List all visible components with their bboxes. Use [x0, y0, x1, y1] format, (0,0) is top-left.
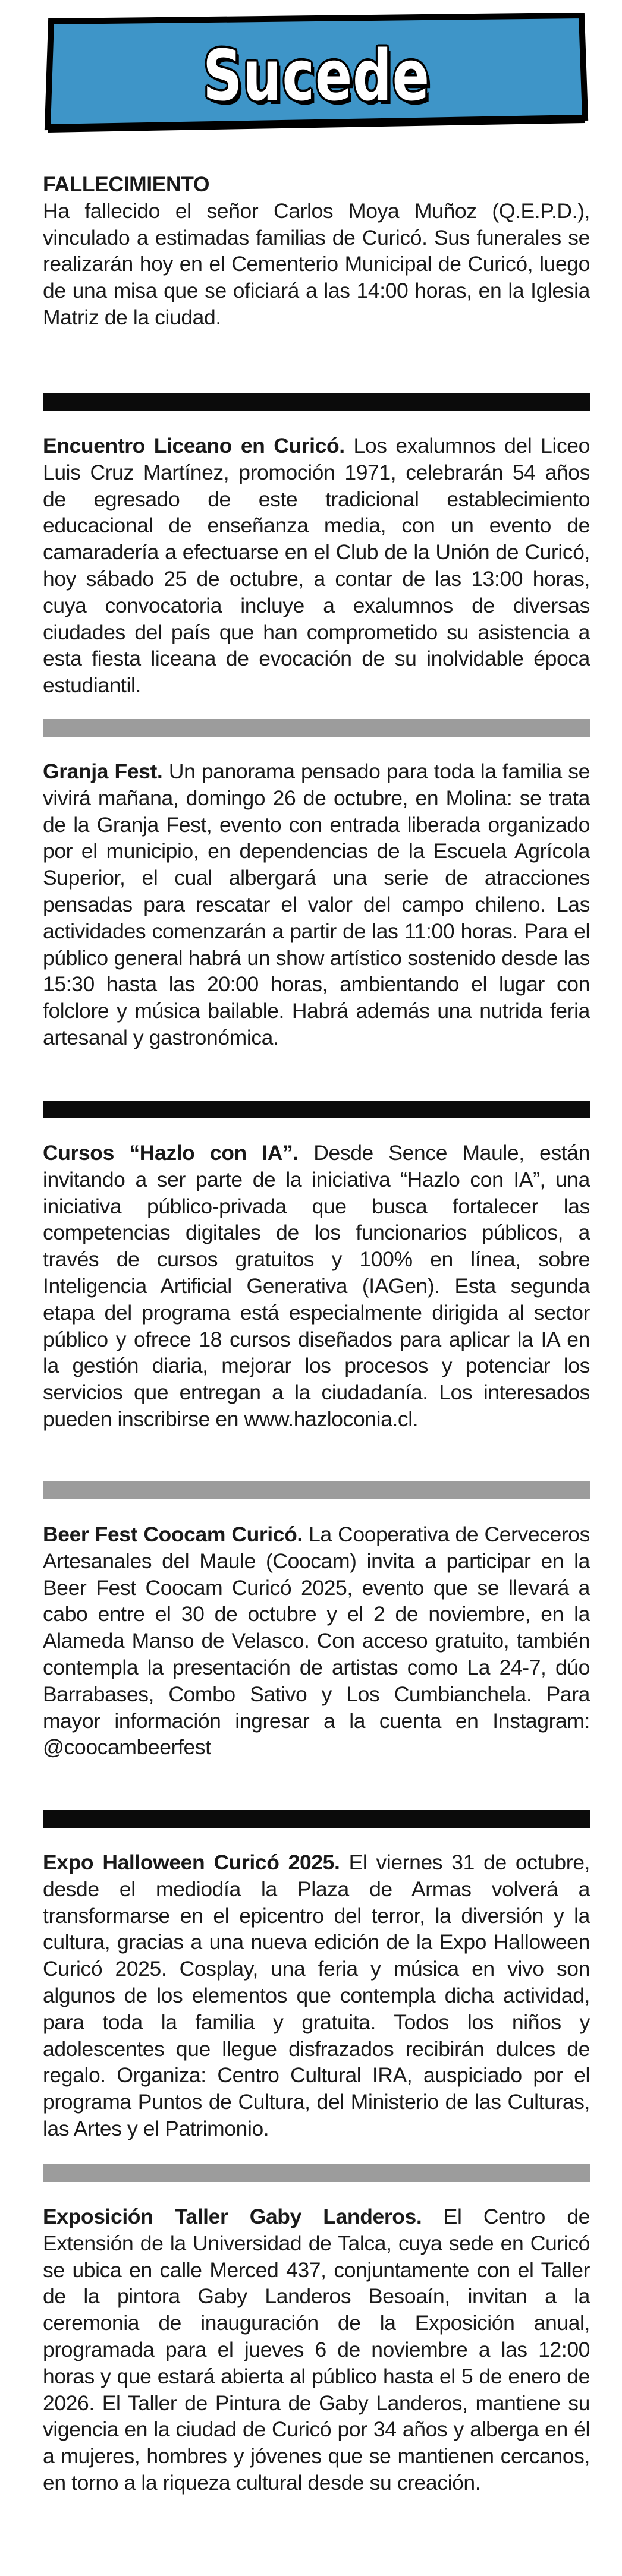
article-headline: FALLECIMIENTO [43, 172, 210, 196]
section-divider [43, 719, 590, 737]
article-body: Los exalumnos del Liceo Luis Cruz Martínez, promoción 1971, celebrarán 54 años de egresado de este tradicional establecimiento educacional de enseñanza media, con un evento de camaradería a efectuarse en el Club de la Unión de Curicó, hoy sábado 25 de octubre, a contar de las 13:00 horas, cuya convocatoria incluye a exalumnos de diversas ciudades del país que han comprometido su asistencia a esta fiesta liceana de evocación de su inolvidable época estudiantil. [43, 434, 590, 698]
article-headline: Encuentro Liceano en Curicó. [43, 434, 345, 458]
article-hazlo-con-ia [43, 1140, 590, 1433]
section-divider [43, 2164, 590, 2182]
section-divider [43, 1810, 590, 1828]
article-headline: Cursos “Hazlo con IA”. [43, 1141, 299, 1165]
section-title: Sucede [203, 34, 430, 116]
article-body: La Cooperativa de Cerveceros Artesanales del Maule (Coocam) invita a participar en la Beer Fest Coocam Curicó 2025, evento que se llevará a cabo entre el 30 de octubre y el 2 de noviembre, en la Alameda Manso de Velasco. Con acceso gratuito, también contempla la presentación de artistas como La 24-7, dúo Barrabases, Combo Sativo y Los Cumbianchela. Para mayor información ingresar a la cuenta en Instagram: @coocambeerfest [43, 1522, 590, 1760]
article-body: Ha fallecido el señor Carlos Moya Muñoz (Q.E.P.D.), vinculado a estimadas familias de Curicó. Sus funerales se realizarán hoy en el Cementerio Municipal de Curicó, luego de una misa que se oficiará a las 14:00 horas, en la Iglesia Matriz de la ciudad. [43, 198, 590, 329]
article-encuentro-liceano [43, 433, 590, 699]
article-fallecimiento [43, 171, 590, 331]
article-body: Desde Sence Maule, están invitando a ser parte de la iniciativa “Hazlo con IA”, una iniciativa público-privada que busca fortalecer las competencias digitales de los funcionarios públicos, a través de cursos gratuitos y 100% en línea, sobre Inteligencia Artificial Generativa (IAGen). Esta segunda etapa del programa está especialmente dirigida al sector público y ofrece 18 cursos diseñados para aplicar la IA en la gestión diaria, mejorar los procesos y potenciar los servicios que entregan a la ciudadanía. Los interesados pueden inscribirse en www.hazloconia.cl. [43, 1141, 590, 1431]
article-headline: Granja Fest. [43, 759, 163, 783]
article-expo-halloween [43, 1849, 590, 2142]
article-headline: Beer Fest Coocam Curicó. [43, 1522, 303, 1546]
article-beer-fest [43, 1521, 590, 1761]
article-body: El viernes 31 de octubre, desde el mediodía la Plaza de Armas volverá a transformarse en el epicentro del terror, la diversión y la cultura, gracias a una nueva edición de la Expo Halloween Curicó 2025. Cosplay, una feria y música en vivo son algunos de los elementos que contempla dicha actividad, para toda la familia y gratuita. Todos los niños y adolescentes que llegue disfrazados recibirán dulces de regalo. Organiza: Centro Cultural IRA, auspiciado por el programa Puntos de Cultura, del Ministerio de las Culturas, las Artes y el Patrimonio. [43, 1850, 590, 2140]
article-granja-fest [43, 758, 590, 1051]
section-divider [43, 393, 590, 411]
section-divider [43, 1101, 590, 1118]
section-header [43, 13, 590, 138]
article-body: Un panorama pensado para toda la familia se vivirá mañana, domingo 26 de octubre, en Molina: se trata de la Granja Fest, evento con entrada liberada organizado por el municipio, en dependencias de la Escuela Agrícola Superior, el cual albergará una serie de atracciones pensadas para rescatar el valor del campo chileno. Las actividades comenzarán a partir de las 11:00 horas. Para el público general habrá un show artístico sostenido desde las 15:30 hasta las 20:00 horas, ambientando el lugar con folclore y música bailable. Habrá además una nutrida feria artesanal y gastronómica. [43, 759, 590, 1049]
article-headline: Expo Halloween Curicó 2025. [43, 1850, 340, 1874]
article-body: El Centro de Extensión de la Universidad de Talca, cuya sede en Curicó se ubica en calle Merced 437, conjuntamente con el Taller de la pintora Gaby Landeros Besoaín, invitan a la ceremonia de inauguración de la Exposición anual, programada para el jueves 6 de noviembre a las 12:00 horas y que estará abierta al público hasta el 5 de enero de 2026. El Taller de Pintura de Gaby Landeros, mantiene su vigencia en la ciudad de Curicó por 34 años y alberga en él a mujeres, hombres y jóvenes que se mantienen cercanos, en torno a la riqueza cultural desde su creación. [43, 2205, 590, 2495]
article-headline: Exposición Taller Gaby Landeros. [43, 2205, 422, 2228]
article-taller-gaby-landeros [43, 2203, 590, 2496]
section-divider [43, 1481, 590, 1499]
